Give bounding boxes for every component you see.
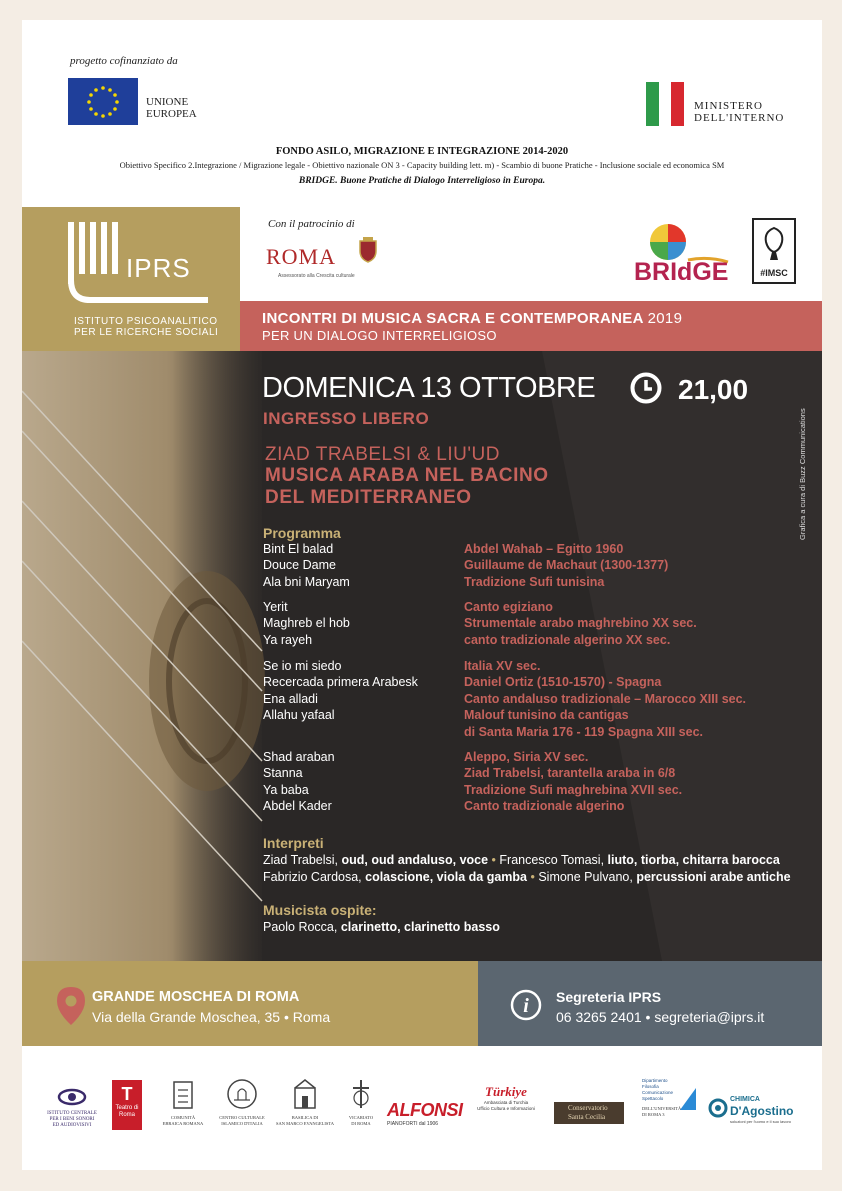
list-item: Strumentale arabo maghrebino XX sec.	[464, 616, 697, 631]
ministry-label: MINISTERO DELL'INTERNO	[694, 100, 785, 124]
interpreti-heading: Interpreti	[263, 835, 324, 851]
list-item: Bint El balad	[263, 542, 334, 556]
guest-heading: Musicista ospite:	[263, 902, 377, 918]
concert-title: MUSICA ARABA NEL BACINO DEL MEDITERRANEO	[265, 465, 549, 508]
cofinanced-label: progetto cofinanziato da	[70, 55, 178, 67]
list-item: Tradizione Sufi tunisina	[464, 574, 605, 589]
list-item: Ala bni Maryam	[263, 574, 350, 589]
secretariat-contact: 06 3265 2401 • segreteria@iprs.it	[556, 1009, 765, 1025]
list-item: Douce Dame	[263, 558, 336, 573]
list-item: Shad araban	[263, 750, 335, 764]
guest-line: Paolo Rocca, clarinetto, clarinetto basso	[263, 920, 500, 934]
program-group-1-titles	[263, 542, 350, 591]
list-item: Italia XV sec.	[464, 659, 541, 673]
eu-flag-icon	[68, 78, 138, 125]
roma-subtitle: Assessorato alla Crescita culturale	[278, 273, 355, 279]
icbsa-logo: ISTITUTO CENTRALE PER I BENI SONORI ED AUDIOVISIVI	[44, 1088, 100, 1129]
list-item: Stanna	[263, 766, 303, 781]
project-line: BRIDGE. Buone Pratiche di Dialogo Interreligioso in Europa.	[298, 176, 546, 186]
program-group-1-info	[464, 542, 668, 591]
list-item: Maghreb el hob	[263, 616, 350, 631]
programma-heading: Programma	[263, 525, 341, 541]
series-subtitle: PER UN DIALOGO INTERRELIGIOSO	[262, 328, 497, 343]
list-item: Ya baba	[263, 782, 309, 797]
list-item: di Santa Maria 176 - 119 Spagna XIII sec.	[464, 724, 704, 739]
program-group-2-info	[464, 600, 697, 649]
program-group-4-titles	[263, 750, 335, 816]
vicariato-logo: VICARIATO DI ROMA	[340, 1078, 382, 1127]
fund-title: FONDO ASILO, MIGRAZIONE E INTEGRAZIONE 2014-2020	[275, 146, 569, 157]
program-group-2-titles	[263, 600, 350, 649]
location-name: GRANDE MOSCHEA DI ROMA	[92, 989, 300, 1005]
molecule-icon	[708, 1098, 728, 1118]
list-item: Canto egiziano	[464, 600, 553, 614]
conservatorio-logo: Conservatorio Santa Cecilia	[554, 1102, 624, 1124]
clock-icon	[630, 372, 662, 404]
list-item: Ziad Trabelsi, tarantella araba in 6/8	[464, 766, 676, 781]
italian-flag-icon	[646, 82, 684, 126]
event-date: DOMENICA 13 OTTOBRE	[262, 372, 596, 404]
list-item: Tradizione Sufi maghrebina XVII sec.	[464, 782, 683, 797]
objective-text: Obiettivo Specifico 2.Integrazione / Migrazione legale - Obiettivo nazionale ON 3 - Capacity building lett. m) - Scambio di buone Pratiche - Inclusione sociale ed economica SM	[119, 160, 725, 170]
series-title: INCONTRI DI MUSICA SACRA E CONTEMPORANEA 2019	[262, 310, 683, 327]
list-item: Recercada primera Arabesk	[263, 675, 418, 690]
program-group-4-info	[464, 750, 682, 816]
iprs-subtitle: ISTITUTO PSICOANALITICO PER LE RICERCHE SOCIALI	[74, 316, 219, 338]
graphic-credit: Grafica a cura di Buzz Communications	[798, 408, 807, 540]
teatro-di-roma-logo: T Teatro di Roma	[112, 1080, 142, 1130]
alfonsi-logo: ALFONSI PIANOFORTI dal 1906	[387, 1100, 463, 1127]
comunita-ebraica-logo: COMUNITÀ EBRAICA ROMANA	[158, 1078, 208, 1127]
list-item: Daniel Ortiz (1510-1570) - Spagna	[464, 675, 662, 690]
list-item: Se io mi siedo	[263, 659, 342, 673]
interpreti-line-1: Ziad Trabelsi, oud, oud andaluso, voce • Francesco Tomasi, liuto, tiorba, chitarra barocca	[263, 853, 780, 867]
eye-icon	[57, 1088, 87, 1106]
centro-islamico-logo: CENTRO CULTURALE ISLAMICO D'ITALIA	[212, 1078, 272, 1127]
list-item: Allahu yafaal	[263, 708, 335, 723]
eu-label: UNIONE EUROPEA	[146, 96, 197, 120]
info-icon	[510, 989, 542, 1021]
list-item: Malouf tunisino da cantigas	[464, 708, 629, 723]
list-item: Canto tradizionale algerino	[464, 799, 625, 814]
artist-name: ZIAD TRABELSI & LIU'UD	[265, 444, 500, 465]
ambasciata-turchia-logo: Türkiye Ambasciata di Turchia Ufficio Cultura e Informazioni	[477, 1084, 535, 1111]
list-item: Canto andaluso tradizionale – Marocco XIII sec.	[464, 691, 747, 706]
secretariat-title: Segreteria IPRS	[556, 989, 662, 1005]
map-pin-icon	[56, 986, 86, 1026]
list-item: Abdel Kader	[263, 799, 332, 814]
poster: progetto cofinanziato da UNIONE EUROPEA MINISTERO DELL'INTERNO FONDO ASILO, MIGRAZIONE E INTEGRAZIONE 2014-2020 Obiettivo Specifico 2.Integrazione / Migrazione legale - Obiettivo nazionale ON 3 - Capacity building lett. m) - Scambio di buone Pratiche - Inclusione sociale ed economica SM BRIDGE. Buone Pratiche di Dialogo Interreligioso in Europa. IPRS ISTITUTO PSICOANALITICO PER LE RICERCHE SOCIALI Con il patrocinio di ROMA Assessorato alla Crescita culturale BRIdGE #IMSC INCONTRI DI MUSICA SACRA E CONTEMPORANEA 2019 PER UN DIALOGO INTERRELIGIOSO Grafica a cura di Buzz Communications DOMENICA 13 OTTOBRE 21,00 INGRESSO LIBERO ZIAD TRABELSI & LIU'UD MUSICA ARABA NEL BACINO DEL MEDITERRANEO Programma Bint El balad Douce Dame Ala bni Maryam Abdel Wahab – Egitto 1960 Guillaume de Machaut (1300-1377) Tradizione Sufi tunisina Yerit Maghreb el hob Ya rayeh Canto egiziano Strumentale arabo maghrebino XX sec. canto tradizionale algerino XX sec. Se io mi siedo Recercada primera Arabesk Ena alladi Allahu yafaal Italia XV sec. Daniel Ortiz (1510-1570) - Spagna Canto andaluso tradizionale – Marocco XIII sec. Malouf tunisino da cantigas di Santa Maria 176 - 119 Spagna XIII sec. Shad araban Stanna Ya baba Abdel Kader Aleppo, Siria XV sec. Ziad Trabelsi, tarantella araba in 6/8 Tradizione Sufi maghrebina XVII sec. Canto tradizionale algerino Interpreti Ziad Trabelsi, oud, oud andaluso, voce • Francesco Tomasi, liuto, tiorba, chitarra barocca Fabrizio Cardosa, colascione, viola da gamba • Simone Pulvano, percussioni arabe antiche Musicista ospite: Paolo Rocca, clarinetto, clarinetto basso GRANDE MOSCHEA DI ROMA Via della Grande Moschea, 35 • Roma i Segreteria IPRS 06 3265 2401 • segreteria@iprs.it ISTITUTO CENTRALE PER I BENI SONORI ED AUDIOVISIVI T Teatro di Roma COMUNITÀ EBRAICA ROMANA CENTRO CULTURALE ISLAMICO D'ITALIA BASILICA DI SAN MARCO EVANGELISTA VICARIATO DI ROMA ALFONSI PIANOFORTI dal 1906 Türkiye Ambasciata di Turchia Ufficio Cultura e Informazioni Conservatorio Santa Cecilia Dipartimento Filosofia Comunicazione Spettacolo DELL'UNIVERSITÀ DI ROMA 3 CHIMICA D'Agostino soluzioni per l'uomo e il suo lavoro	[22, 20, 822, 1170]
roma-shield-icon	[358, 237, 378, 263]
imsc-logo: #IMSC	[752, 218, 796, 284]
program-group-3-titles	[263, 659, 418, 725]
basilica-san-marco-logo: BASILICA DI SAN MARCO EVANGELISTA	[272, 1078, 338, 1127]
list-item: Guillaume de Machaut (1300-1377)	[464, 558, 669, 573]
list-item: Abdel Wahab – Egitto 1960	[464, 542, 624, 556]
list-item: Ena alladi	[263, 691, 318, 706]
iprs-name: IPRS	[126, 253, 191, 283]
interpreti-line-2: Fabrizio Cardosa, colascione, viola da gamba • Simone Pulvano, percussioni arabe antiche	[263, 870, 791, 884]
list-item: Aleppo, Siria XV sec.	[464, 750, 589, 764]
bridge-logo: BRIdGE	[628, 220, 732, 288]
roma-logo: ROMA	[266, 244, 337, 269]
location-address: Via della Grande Moschea, 35 • Roma	[92, 1009, 331, 1025]
list-item: canto tradizionale algerino XX sec.	[464, 632, 671, 647]
event-time: 21,00	[678, 374, 749, 405]
list-item: Yerit	[263, 600, 288, 614]
entry-label: INGRESSO LIBERO	[263, 409, 430, 428]
list-item: Ya rayeh	[263, 632, 313, 647]
svg-text:i: i	[523, 995, 529, 1017]
roma3-logo: Dipartimento Filosofia Comunicazione Spettacolo DELL'UNIVERSITÀ DI ROMA 3	[642, 1078, 702, 1118]
program-group-3-info	[464, 659, 746, 741]
patronage-label: Con il patrocinio di	[268, 218, 355, 230]
